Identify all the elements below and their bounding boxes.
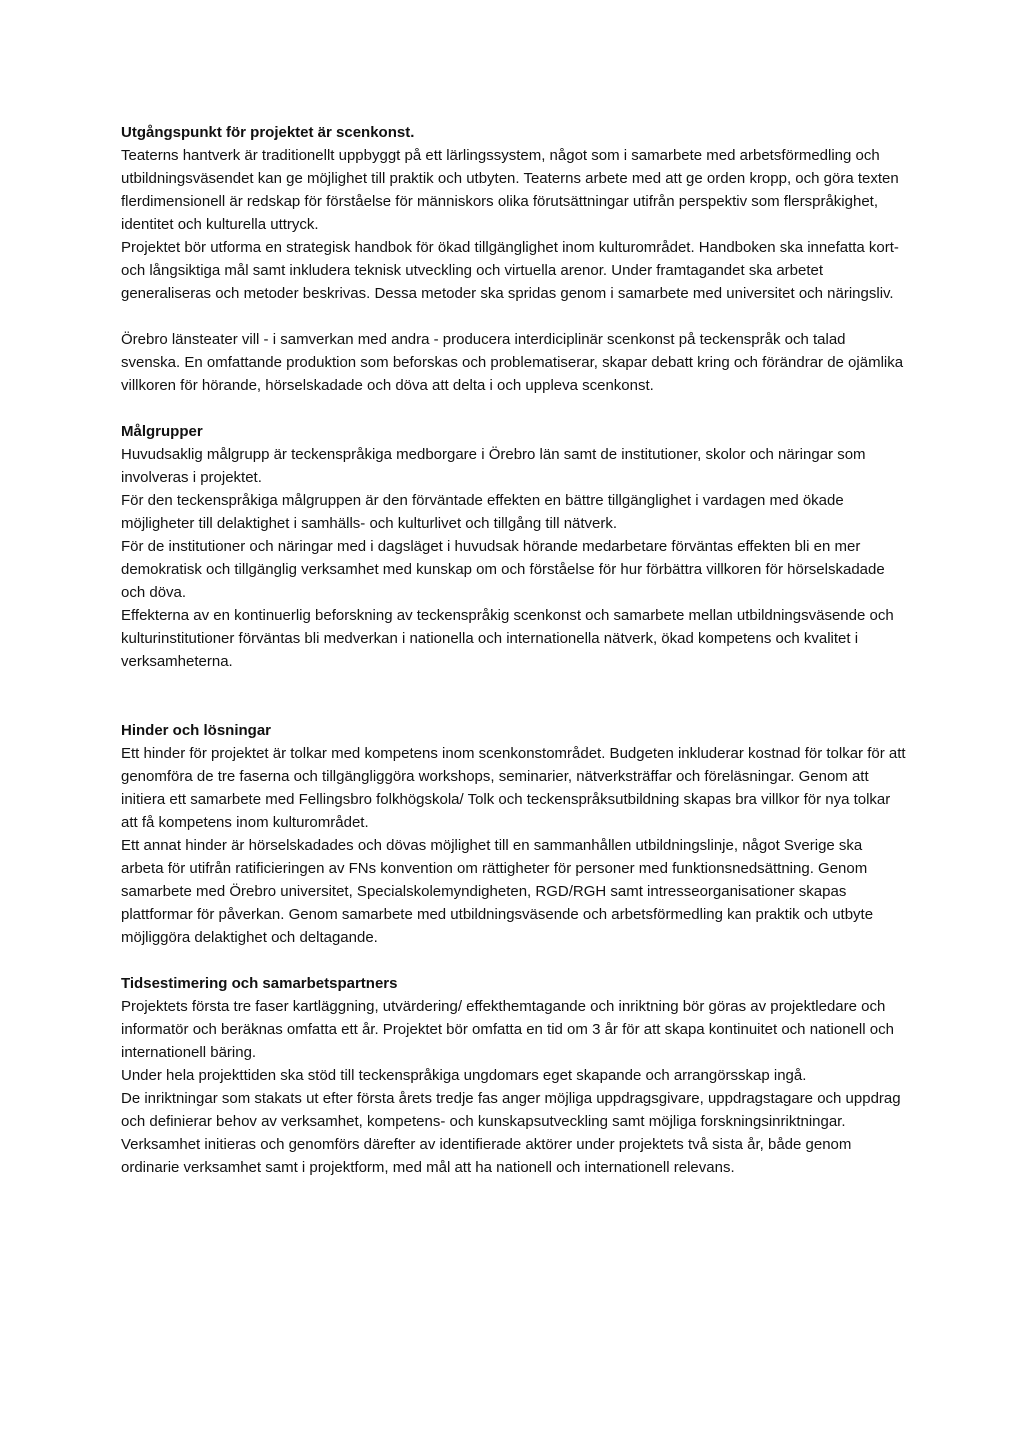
paragraph: Huvudsaklig målgrupp är teckenspråkiga medborgare i Örebro län samt de institutioner, skolor och näringar som involveras i projektet. xyxy=(121,446,866,486)
paragraph: Projektet bör utforma en strategisk handbok för ökad tillgänglighet inom kulturområdet. Handboken ska innefatta kort- och långsiktiga mål samt inkludera teknisk utveckling och virtuella arenor. Under framtagandet ska arbetet generaliseras och metoder beskrivas. Dessa metoder ska spridas genom i samarbete med universitet och näringsliv. xyxy=(121,239,899,302)
spacer xyxy=(121,673,906,719)
paragraph: Örebro länsteater vill - i samverkan med andra - producera interdiciplinär scenkonst på teckenspråk och talad svenska. En omfattande produktion som beforskas och problematiserar, skapar debatt kring och förändrar de ojämlika villkoren för hörande, hörselskadade och döva att delta i och uppleva scenkonst. xyxy=(121,331,904,394)
section-hinder xyxy=(121,719,906,949)
section-malgrupper xyxy=(121,420,906,673)
document-body xyxy=(121,121,906,1179)
section-utgangspunkt xyxy=(121,121,906,305)
paragraph: Under hela projekttiden ska stöd till teckenspråkiga ungdomars eget skapande och arrangörsskap ingå. xyxy=(121,1067,807,1084)
section-heading: Målgrupper xyxy=(121,423,203,440)
section-heading: Utgångspunkt för projektet är scenkonst. xyxy=(121,124,415,141)
section-tidsestimering xyxy=(121,972,906,1179)
spacer xyxy=(121,397,906,420)
paragraph: Effekterna av en kontinuerlig beforskning av teckenspråkig scenkonst och samarbete mellan utbildningsväsende och kulturinstitutioner förväntas bli medverkan i nationella och internationella nätverk, ökad kompetens och kvalitet i verksamheterna. xyxy=(121,607,894,670)
paragraph: För den teckenspråkiga målgruppen är den förväntade effekten en bättre tillgänglighet i vardagen med ökade möjligheter till delaktighet i samhälls- och kulturlivet och tillgång till nätverk. xyxy=(121,492,844,532)
paragraph: Teaterns hantverk är traditionellt uppbyggt på ett lärlingssystem, något som i samarbete med arbetsförmedling och utbildningsväsendet kan ge möjlighet till praktik och utbyten. Teaterns arbete med att ge orden kropp, och göra texten flerdimensionell är redskap för förståelse för människors olika förutsättningar utifrån perspektiv som flerspråkighet, identitet och kulturella uttryck. xyxy=(121,147,899,233)
paragraph: Ett annat hinder är hörselskadades och dövas möjlighet till en sammanhållen utbildningslinje, något Sverige ska arbeta för utifrån ratificieringen av FNs konvention om rättigheter för personer med funktionsnedsättning. Genom samarbete med Örebro universitet, Specialskolemyndigheten, RGD/RGH samt intresseorganisationer skapas plattformar för påverkan. Genom samarbete med utbildningsväsende och arbetsförmedling kan praktik och utbyte möjliggöra delaktighet och deltagande. xyxy=(121,837,874,946)
paragraph: Ett hinder för projektet är tolkar med kompetens inom scenkonstområdet. Budgeten inkluderar kostnad för tolkar för att genomföra de tre faserna och tillgängliggöra workshops, seminarier, nätverksträffar och föreläsningar. Genom att initiera ett samarbete med Fellingsbro folkhögskola/ Tolk och teckenspråksutbildning skapas bra villkor för nya tolkar att få kompetens inom kulturområdet. xyxy=(121,745,906,831)
spacer xyxy=(121,305,906,328)
paragraph: De inriktningar som stakats ut efter första årets tredje fas anger möjliga uppdragsgivare, uppdragstagare och uppdrag och definierar behov av verksamhet, kompetens- och kunskapsutveckling samt möjliga forskningsinriktningar. Verksamhet initieras och genomförs därefter av identifierade aktörer under projektets två sista år, både genom ordinarie verksamhet samt i projektform, med mål att ha nationell och internationell relevans. xyxy=(121,1090,901,1176)
section-heading: Hinder och lösningar xyxy=(121,722,272,739)
spacer xyxy=(121,949,906,972)
section-heading: Tidsestimering och samarbetspartners xyxy=(121,975,398,992)
paragraph: Projektets första tre faser kartläggning, utvärdering/ effekthemtagande och inriktning bör göras av projektledare och informatör och beräknas omfatta ett år. Projektet bör omfatta en tid om 3 år för att skapa kontinuitet och nationell och internationell bäring. xyxy=(121,998,894,1061)
paragraph: För de institutioner och näringar med i dagsläget i huvudsak hörande medarbetare förväntas effekten bli en mer demokratisk och tillgänglig verksamhet med kunskap om och förståelse för hur förbättra villkoren för hörselskadade och döva. xyxy=(121,538,885,601)
section-orebro-lansteater xyxy=(121,328,906,397)
